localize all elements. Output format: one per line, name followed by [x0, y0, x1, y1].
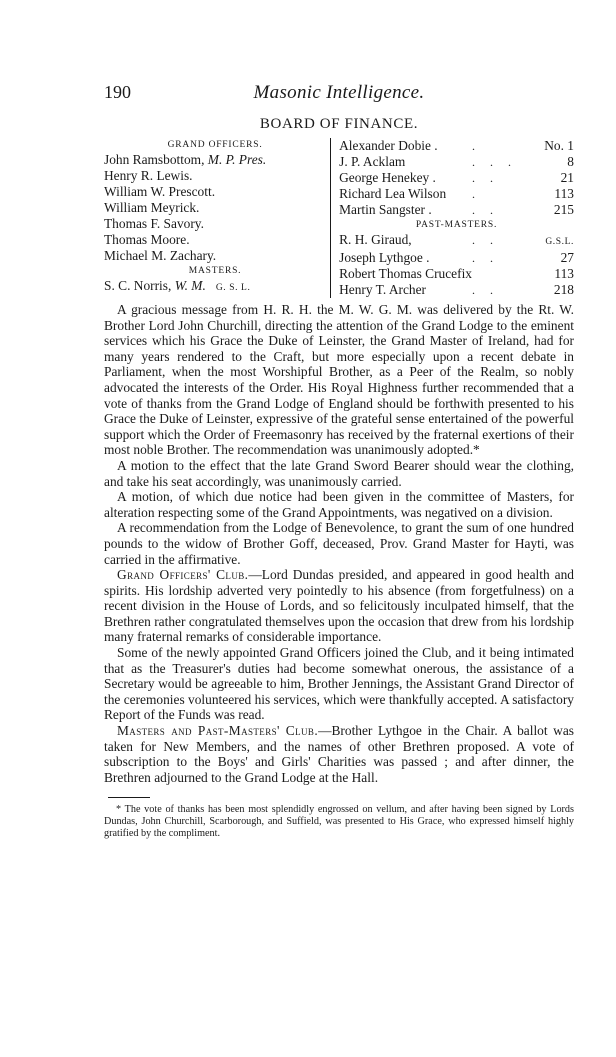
body-text	[104, 302, 574, 785]
footnote: * The vote of thanks has been most splendidly engrossed on vellum, and after having been signed by Lords Dundas, John Churchill, Scarborough, and Suffield, was presented to His Grace, who expressed himself highly gratified by the compliment.	[104, 804, 574, 839]
footnote-rule	[108, 797, 150, 798]
grand-officer-row: William W. Prescott.	[104, 184, 216, 199]
master-row: George Henekey . . . 21	[339, 170, 574, 185]
running-head	[104, 82, 574, 108]
paragraph: A motion to the effect that the late Grand Sword Bearer should wear the clothing, and take his seat accordingly, was unanimously carried.	[104, 457, 574, 489]
grand-officers-heading: GRAND OFFICERS.	[167, 140, 263, 150]
grand-officer-row: John Ramsbottom, M. P. Pres.	[104, 152, 267, 167]
past-master-row: Joseph Lythgoe . . . 27	[339, 250, 574, 265]
book-page	[104, 82, 574, 839]
master-row: Richard Lea Wilson . 113	[339, 186, 574, 201]
paragraph: Some of the newly appointed Grand Officers joined the Club, and it being intimated that as the Treasurer's duties had become somewhat onerous, the assistance of a Secretary would be agreeable to him, Brother Jennings, the Assistant Grand Director of the ceremonies volunteered his services, which were thankfully accepted. A satisfactory Report of the Funds was read.	[104, 645, 574, 723]
left-column	[104, 138, 331, 298]
page-number: 190	[104, 82, 131, 102]
section-title: BOARD OF FINANCE.	[259, 116, 419, 132]
board-members-table	[104, 138, 574, 298]
running-title: Masonic Intelligence.	[253, 82, 425, 103]
paragraph: A motion, of which due notice had been given in the committee of Masters, for alteration respecting some of the Grand Appointments, was negatived on a division.	[104, 489, 574, 520]
paragraph: Masters and Past-Masters' Club.—Brother Lythgoe in the Chair. A ballot was taken for New Members, and the names of other Brethren proposed. A vote of subscription to the Boys' and Girls' Charities was passed ; and after dinner, the Brethren adjourned to the Grand Lodge at the Hall.	[104, 723, 575, 785]
grand-officer-row: William Meyrick.	[104, 200, 200, 215]
past-master-row: Robert Thomas Crucefix 113	[339, 266, 574, 281]
grand-officer-row: Henry R. Lewis.	[104, 168, 193, 183]
master-row: Martin Sangster . . . 215	[339, 202, 574, 217]
master-row: Alexander Dobie . . No. 1	[339, 138, 574, 153]
paragraph: A recommendation from the Lodge of Benevolence, to grant the sum of one hundred pounds to the widow of Brother Goff, deceased, Prov. Grand Master for Hayti, was carried in the affirmative.	[104, 520, 574, 567]
paragraph: Grand Officers' Club.—Lord Dundas presided, and appeared in good health and spirits. His lordship adverted very pointedly to his absence (from forgetfulness) on a recent division in the House of Lords, and so felicitously inculpated himself, that the Brethren rather congratulated themselves upon the occasion that drew from his lordship many fraternal remarks of considerable importance.	[104, 567, 574, 645]
grand-officer-row: Michael M. Zachary.	[104, 248, 217, 263]
master-row: S. C. Norris, W. M. G. S. L.	[104, 278, 251, 293]
grand-officer-row: Thomas F. Savory.	[104, 216, 204, 231]
past-masters-heading: PAST-MASTERS.	[415, 220, 498, 230]
grand-officer-row: Thomas Moore.	[104, 232, 190, 247]
paragraph-lead: Grand Officers' Club.	[117, 567, 249, 583]
past-master-row: Henry T. Archer . . 218	[339, 282, 574, 297]
right-column	[331, 138, 574, 298]
masters-heading: MASTERS.	[188, 266, 242, 276]
paragraph-lead: Masters and Past-Masters' Club.	[117, 723, 319, 739]
past-master-row: R. H. Giraud, . . G.S.L.	[339, 232, 574, 247]
master-row: J. P. Acklam . . . 8	[339, 154, 574, 169]
paragraph: A gracious message from H. R. H. the M. W. G. M. was delivered by the Rt. W. Brother Lord John Churchill, directing the attention of the Grand Lodge to the eminent services which his Grace the Duke of Leinster, the Grand Master of Ireland, had for many years rendered to the Craft, but more especially upon a recent debate in Parliament, when the most Worshipful Brother, as a Peer of the Realm, so nobly advocated the interests of the Order. His Royal Highness further recommended that a vote of thanks from the Grand Lodge of England should be forthwith presented to his Grace the Duke of Leinster, expressive of the grateful sense entertained of the powerful support which the Order of Freemasonry has received by the fraternal exertions of their most noble Brother. The recommendation was unanimously adopted.*	[104, 302, 574, 458]
